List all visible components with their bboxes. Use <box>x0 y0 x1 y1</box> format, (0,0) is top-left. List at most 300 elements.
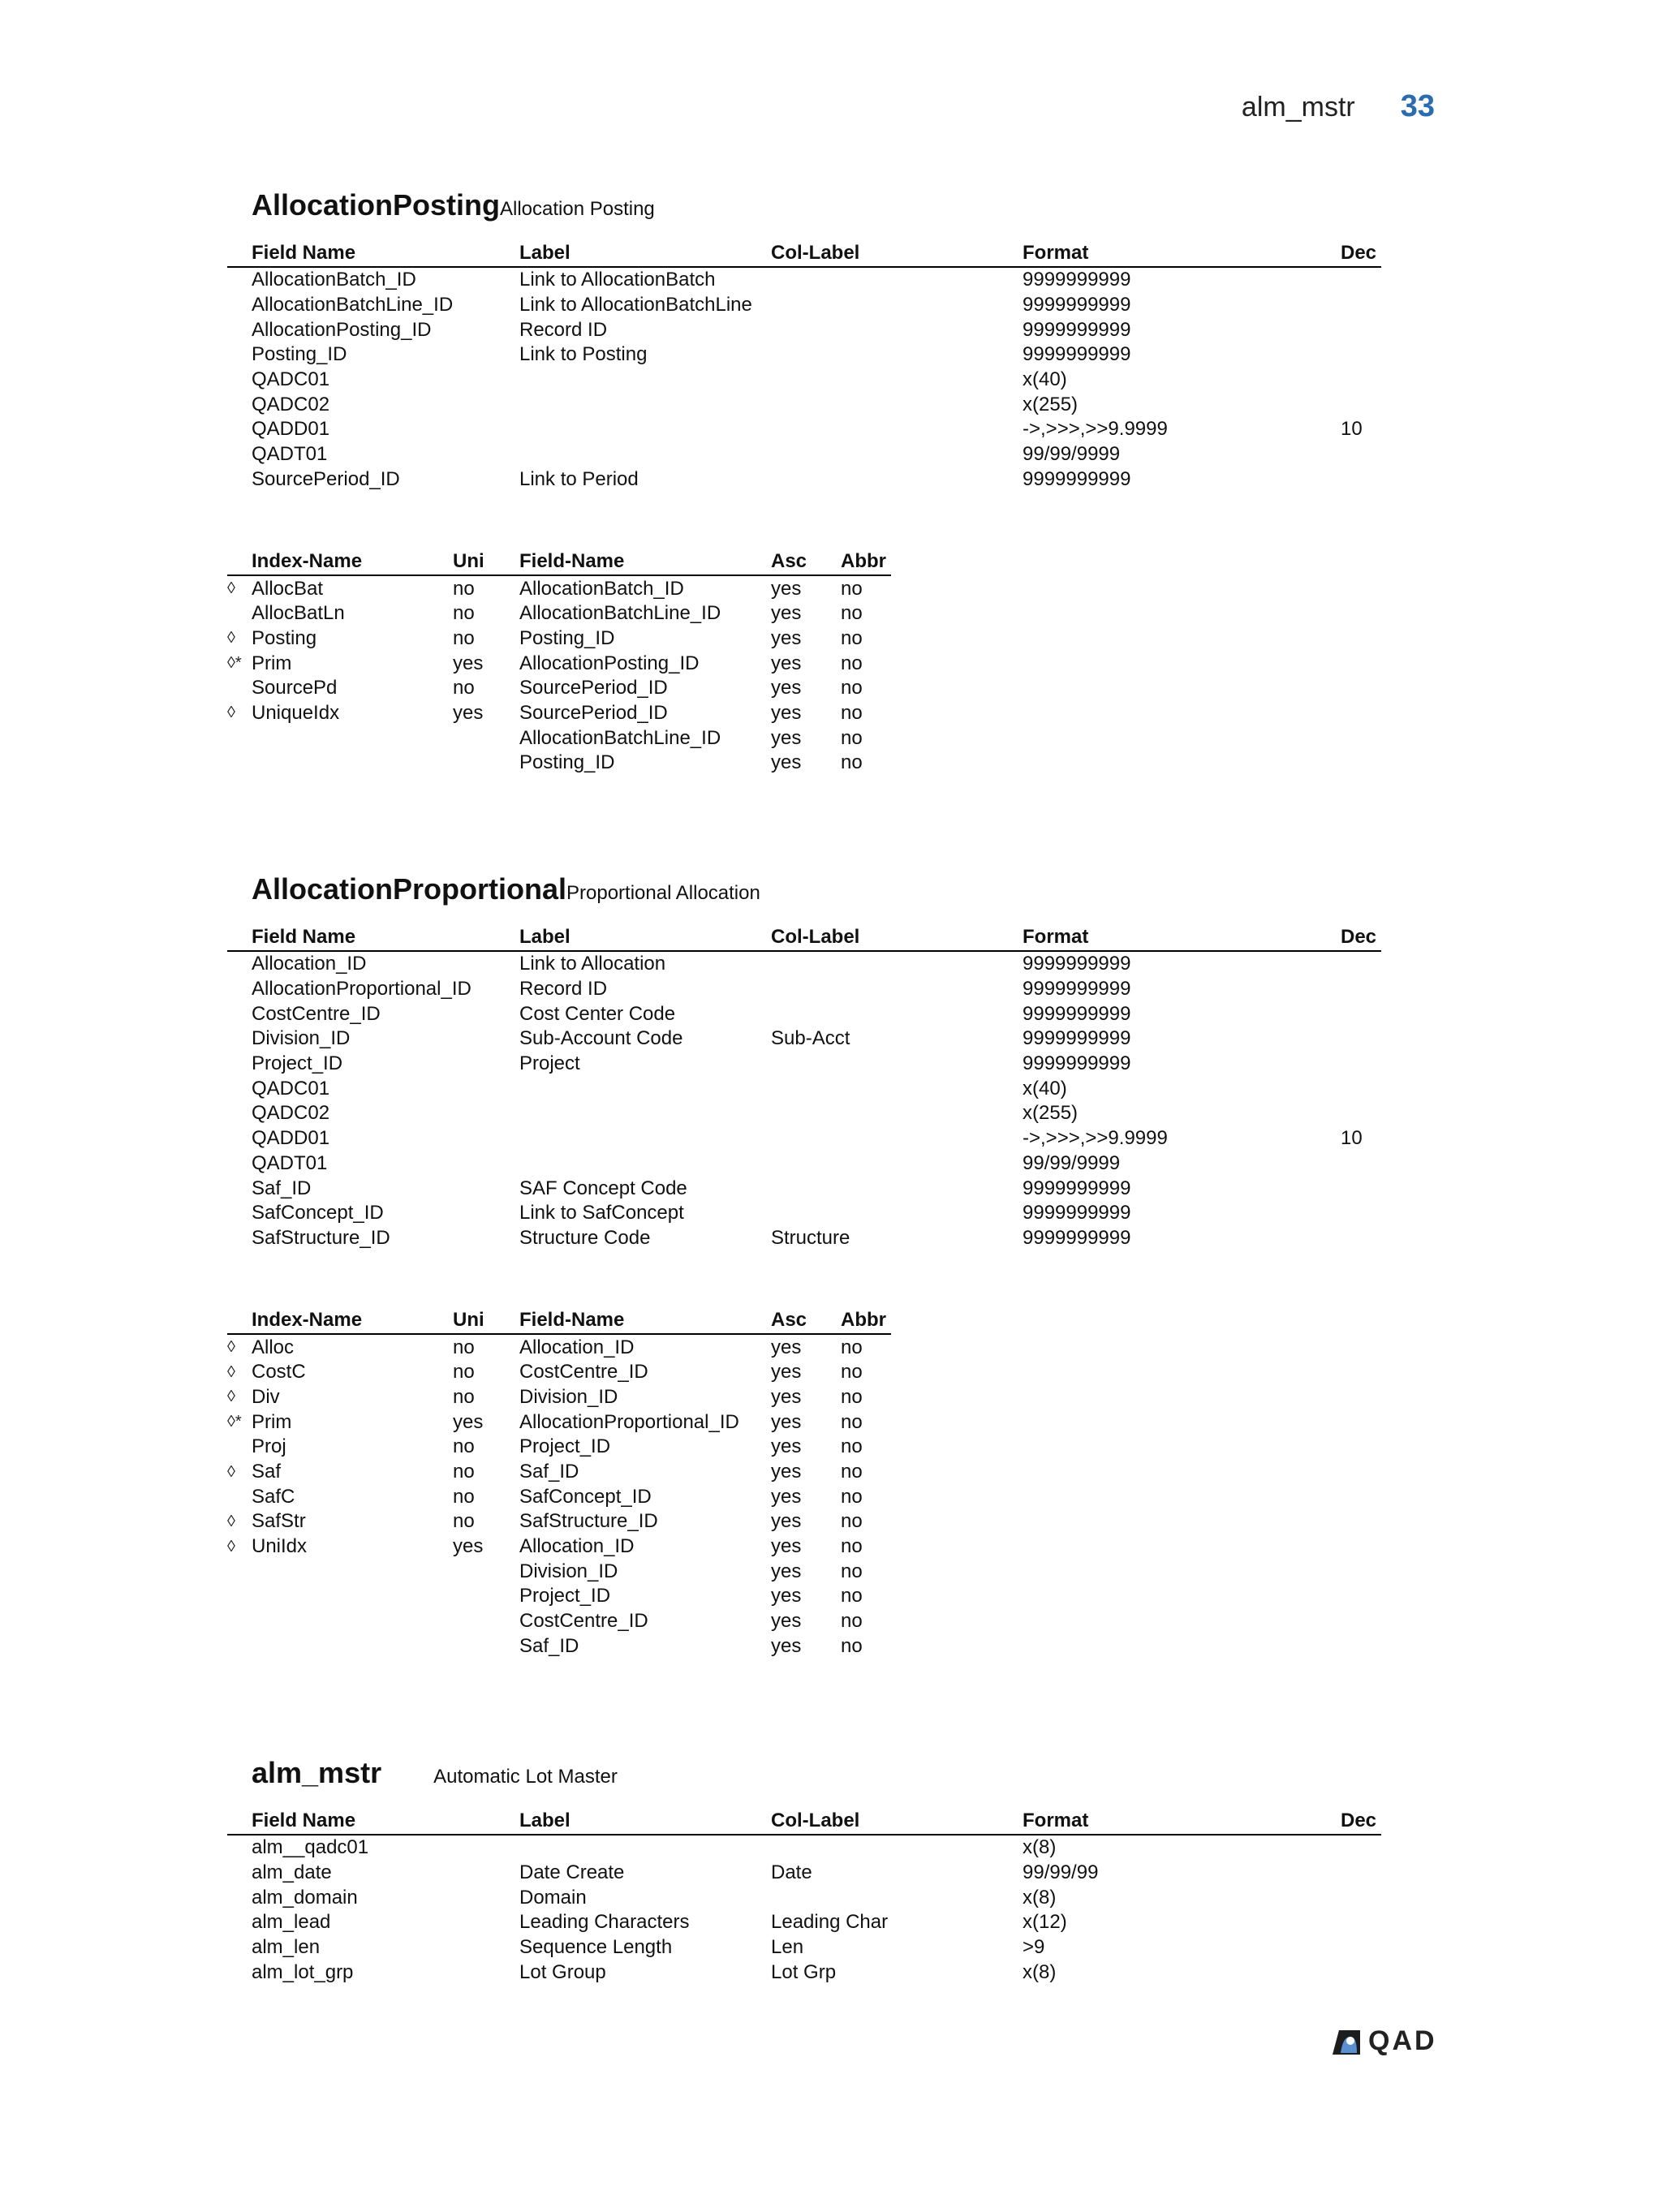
index-name <box>252 1584 453 1609</box>
index-marker: ◊ <box>227 704 235 722</box>
row-marker <box>227 1935 252 1960</box>
field-name: QADC02 <box>252 393 330 415</box>
field-row <box>227 342 1381 368</box>
index-asc: yes <box>771 1510 802 1533</box>
field-label <box>519 1835 771 1861</box>
table-section-allocationproportional <box>227 872 1381 1659</box>
field-label <box>519 442 771 467</box>
index-unique: yes <box>453 652 484 674</box>
field-col-label <box>771 267 1023 293</box>
index-row <box>227 1584 891 1609</box>
field-col-label <box>771 1101 1023 1126</box>
index-abbr: no <box>841 1560 863 1582</box>
index-asc: yes <box>771 1361 802 1384</box>
index-field-name: Saf_ID <box>519 1634 579 1657</box>
field-format: x(8) <box>1023 1960 1057 1983</box>
row-marker <box>227 1151 252 1177</box>
field-row <box>227 267 1381 293</box>
field-col-label <box>771 442 1023 467</box>
index-asc: yes <box>771 602 802 625</box>
index-marker <box>227 1634 252 1659</box>
field-label: Domain <box>519 1886 587 1909</box>
index-asc: yes <box>771 726 802 749</box>
field-col-label <box>771 293 1023 318</box>
column-header: Dec <box>1341 924 1381 951</box>
table-description: Proportional Allocation <box>566 882 760 904</box>
field-name: QADD01 <box>252 418 330 441</box>
index-unique: no <box>453 1510 475 1533</box>
field-dec <box>1341 392 1381 417</box>
field-row <box>227 1960 1381 1985</box>
row-marker <box>227 1076 252 1101</box>
index-row <box>227 1460 891 1485</box>
index-marker <box>227 601 252 626</box>
field-format: 9999999999 <box>1023 978 1131 1001</box>
index-field-name: Allocation_ID <box>519 1336 635 1358</box>
index-abbr: no <box>841 1535 863 1558</box>
field-row <box>227 977 1381 1002</box>
row-marker <box>227 1176 252 1201</box>
index-name <box>252 725 453 751</box>
field-format: 9999999999 <box>1023 1027 1131 1050</box>
field-label: Cost Center Code <box>519 1002 676 1025</box>
index-unique <box>453 751 519 776</box>
index-row <box>227 1484 891 1509</box>
field-row <box>227 1176 1381 1201</box>
index-asc: yes <box>771 1410 802 1433</box>
row-marker <box>227 1835 252 1861</box>
column-header: Label <box>519 924 771 951</box>
index-row <box>227 601 891 626</box>
column-header: Field-Name <box>519 1307 771 1334</box>
table-description: Automatic Lot Master <box>433 1766 618 1788</box>
field-row <box>227 1835 1381 1861</box>
index-unique: no <box>453 1336 475 1358</box>
field-row <box>227 1076 1381 1101</box>
index-field-name: Division_ID <box>519 1560 618 1582</box>
index-field-name: Project_ID <box>519 1435 611 1458</box>
index-abbr: no <box>841 677 863 699</box>
field-format: 9999999999 <box>1023 1177 1131 1199</box>
field-format: x(12) <box>1023 1911 1067 1934</box>
field-dec <box>1341 1861 1381 1886</box>
page-header <box>1242 89 1435 124</box>
index-row <box>227 1559 891 1584</box>
field-col-label: Structure <box>771 1226 850 1249</box>
field-name: SafStructure_ID <box>252 1226 390 1249</box>
field-label: Link to Posting <box>519 343 648 366</box>
field-name: alm_lot_grp <box>252 1960 354 1983</box>
index-row <box>227 1609 891 1634</box>
page-number: 33 <box>1400 89 1435 123</box>
index-abbr: no <box>841 1361 863 1384</box>
field-format: 9999999999 <box>1023 343 1131 366</box>
logo-text: QAD <box>1368 2025 1437 2056</box>
field-col-label <box>771 317 1023 342</box>
row-marker <box>227 1910 252 1935</box>
index-field-name: SafStructure_ID <box>519 1510 658 1533</box>
marker-header <box>227 1808 252 1835</box>
field-row <box>227 1885 1381 1910</box>
index-field-name: Division_ID <box>519 1385 618 1408</box>
column-header: Asc <box>771 549 841 575</box>
index-field-name: AllocationBatchLine_ID <box>519 726 721 749</box>
field-label <box>519 368 771 393</box>
index-unique: yes <box>453 1410 484 1433</box>
index-asc: yes <box>771 1435 802 1458</box>
row-marker <box>227 1026 252 1052</box>
row-marker <box>227 392 252 417</box>
row-marker <box>227 1126 252 1151</box>
field-label: Leading Characters <box>519 1911 690 1934</box>
field-name: Posting_ID <box>252 343 347 366</box>
row-marker <box>227 342 252 368</box>
field-label <box>519 1151 771 1177</box>
index-name: Prim <box>252 1410 292 1433</box>
field-format: 99/99/99 <box>1023 1861 1099 1884</box>
index-row <box>227 1385 891 1410</box>
field-label: Project <box>519 1052 580 1075</box>
index-row <box>227 626 891 652</box>
index-abbr: no <box>841 751 863 774</box>
marker-header <box>227 1307 252 1334</box>
row-marker <box>227 417 252 442</box>
index-header-row <box>227 549 891 575</box>
index-name: Proj <box>252 1435 286 1458</box>
field-name: SourcePeriod_ID <box>252 467 400 490</box>
field-name: alm_date <box>252 1861 332 1884</box>
column-header: Field Name <box>252 1808 519 1835</box>
field-col-label <box>771 467 1023 493</box>
index-field-name: CostCentre_ID <box>519 1361 648 1384</box>
index-row <box>227 1435 891 1460</box>
field-dec <box>1341 951 1381 977</box>
index-marker <box>227 725 252 751</box>
field-format: ->,>>>,>>9.9999 <box>1023 1127 1168 1150</box>
field-col-label <box>771 1126 1023 1151</box>
table-name: AllocationPosting <box>252 188 500 222</box>
index-asc: yes <box>771 1336 802 1358</box>
table-name: alm_mstr <box>252 1756 382 1789</box>
field-row <box>227 1151 1381 1177</box>
field-label: Link to AllocationBatch <box>519 269 716 291</box>
field-name: Project_ID <box>252 1052 343 1075</box>
marker-header <box>227 240 252 267</box>
field-row <box>227 1861 1381 1886</box>
field-name: AllocationBatch_ID <box>252 269 416 291</box>
index-asc: yes <box>771 701 802 724</box>
index-asc: yes <box>771 577 802 600</box>
index-row <box>227 1360 891 1385</box>
field-row <box>227 1910 1381 1935</box>
field-format: x(40) <box>1023 368 1067 391</box>
table-section-allocationposting <box>227 188 1381 776</box>
column-header: Format <box>1023 1808 1341 1835</box>
index-abbr: no <box>841 602 863 625</box>
index-abbr: no <box>841 1485 863 1508</box>
row-marker <box>227 467 252 493</box>
index-abbr: no <box>841 1610 863 1633</box>
field-format: >9 <box>1023 1936 1045 1959</box>
index-asc: yes <box>771 1385 802 1408</box>
row-marker <box>227 951 252 977</box>
field-format: 9999999999 <box>1023 953 1131 975</box>
index-unique: no <box>453 1361 475 1384</box>
field-name: QADT01 <box>252 1151 328 1174</box>
index-unique <box>453 1634 519 1659</box>
field-col-label <box>771 1885 1023 1910</box>
column-header: Uni <box>453 1307 519 1334</box>
index-unique: no <box>453 626 475 649</box>
field-format: 9999999999 <box>1023 1002 1131 1025</box>
field-format: 99/99/9999 <box>1023 1151 1121 1174</box>
index-marker <box>227 1584 252 1609</box>
column-header: Col-Label <box>771 1808 1023 1835</box>
field-dec <box>1341 1101 1381 1126</box>
index-marker: ◊ <box>227 1362 235 1381</box>
field-format: 9999999999 <box>1023 318 1131 341</box>
field-format: 9999999999 <box>1023 1052 1131 1075</box>
qad-logo <box>1331 2025 1437 2057</box>
field-row <box>227 1935 1381 1960</box>
index-abbr: no <box>841 701 863 724</box>
field-row <box>227 368 1381 393</box>
field-label: Link to AllocationBatchLine <box>519 294 752 316</box>
index-marker: ◊ <box>227 579 235 598</box>
field-dec <box>1341 368 1381 393</box>
index-row <box>227 1334 891 1360</box>
index-table <box>227 549 891 776</box>
index-marker: ◊ <box>227 1462 235 1481</box>
field-label: Structure Code <box>519 1226 651 1249</box>
field-format: x(255) <box>1023 393 1079 415</box>
field-dec <box>1341 1835 1381 1861</box>
field-table <box>227 240 1381 492</box>
field-col-label <box>771 1076 1023 1101</box>
field-dec <box>1341 1052 1381 1077</box>
index-name: Saf <box>252 1461 282 1483</box>
field-format: 9999999999 <box>1023 294 1131 316</box>
index-name: Prim <box>252 652 292 674</box>
index-abbr: no <box>841 1410 863 1433</box>
index-unique: no <box>453 1485 475 1508</box>
index-field-name: Posting_ID <box>519 626 615 649</box>
index-asc: yes <box>771 751 802 774</box>
column-header: Label <box>519 240 771 267</box>
field-label <box>519 417 771 442</box>
field-name: Saf_ID <box>252 1177 312 1199</box>
index-field-name: Project_ID <box>519 1585 611 1607</box>
field-row <box>227 417 1381 442</box>
field-row <box>227 1226 1381 1251</box>
index-unique: yes <box>453 1535 484 1558</box>
index-name: Posting <box>252 626 317 649</box>
row-marker <box>227 267 252 293</box>
field-name: alm_lead <box>252 1911 331 1934</box>
field-label: Date Create <box>519 1861 625 1884</box>
field-name: AllocationProportional_ID <box>252 978 471 1001</box>
field-dec <box>1341 293 1381 318</box>
column-header: Format <box>1023 924 1341 951</box>
index-asc: yes <box>771 1610 802 1633</box>
field-format: x(255) <box>1023 1102 1079 1125</box>
field-name: alm_len <box>252 1936 321 1959</box>
field-label: Record ID <box>519 978 608 1001</box>
field-col-label <box>771 392 1023 417</box>
field-label: Sequence Length <box>519 1936 673 1959</box>
field-label <box>519 1101 771 1126</box>
index-field-name: Posting_ID <box>519 751 615 774</box>
index-row <box>227 575 891 601</box>
index-marker <box>227 1435 252 1460</box>
field-dec <box>1341 977 1381 1002</box>
index-name <box>252 751 453 776</box>
index-abbr: no <box>841 726 863 749</box>
field-name: QADD01 <box>252 1127 330 1150</box>
table-description: Allocation Posting <box>500 198 655 220</box>
index-unique <box>453 1609 519 1634</box>
field-dec <box>1341 1910 1381 1935</box>
column-header: Label <box>519 1808 771 1835</box>
field-dec <box>1341 467 1381 493</box>
field-col-label: Leading Char <box>771 1911 889 1934</box>
field-col-label <box>771 1176 1023 1201</box>
field-dec <box>1341 1226 1381 1251</box>
field-name: QADC01 <box>252 368 330 391</box>
field-label: Lot Group <box>519 1960 606 1983</box>
index-row <box>227 701 891 726</box>
row-marker <box>227 977 252 1002</box>
row-marker <box>227 1960 252 1985</box>
index-table <box>227 1307 891 1659</box>
field-dec <box>1341 1935 1381 1960</box>
index-field-name: AllocationBatch_ID <box>519 577 684 600</box>
index-abbr: no <box>841 1510 863 1533</box>
field-dec <box>1341 267 1381 293</box>
field-header-row <box>227 240 1381 267</box>
field-row <box>227 1052 1381 1077</box>
field-name: CostCentre_ID <box>252 1002 381 1025</box>
field-label <box>519 392 771 417</box>
index-marker: ◊ <box>227 1338 235 1357</box>
index-row <box>227 1409 891 1435</box>
row-marker <box>227 293 252 318</box>
field-name: alm__qadc01 <box>252 1836 369 1859</box>
column-header: Field-Name <box>519 549 771 575</box>
index-name: SafC <box>252 1485 295 1508</box>
row-marker <box>227 1001 252 1026</box>
index-header-row <box>227 1307 891 1334</box>
index-unique: no <box>453 1461 475 1483</box>
field-col-label <box>771 1001 1023 1026</box>
field-format: x(8) <box>1023 1886 1057 1909</box>
row-marker <box>227 368 252 393</box>
column-header: Index-Name <box>252 1307 453 1334</box>
field-col-label <box>771 977 1023 1002</box>
index-marker <box>227 1559 252 1584</box>
field-dec <box>1341 442 1381 467</box>
field-format: 9999999999 <box>1023 1226 1131 1249</box>
field-row <box>227 1001 1381 1026</box>
index-unique: no <box>453 577 475 600</box>
index-row <box>227 676 891 701</box>
index-row <box>227 1509 891 1534</box>
index-row <box>227 725 891 751</box>
field-col-label: Sub-Acct <box>771 1027 850 1050</box>
field-row <box>227 293 1381 318</box>
index-field-name: SafConcept_ID <box>519 1485 652 1508</box>
field-row <box>227 1026 1381 1052</box>
field-col-label <box>771 1835 1023 1861</box>
field-col-label <box>771 342 1023 368</box>
field-label: Link to Period <box>519 467 639 490</box>
field-col-label <box>771 1201 1023 1226</box>
row-marker <box>227 1101 252 1126</box>
field-col-label <box>771 368 1023 393</box>
index-unique: no <box>453 1385 475 1408</box>
index-abbr: no <box>841 1435 863 1458</box>
section-title <box>252 188 1381 222</box>
index-asc: yes <box>771 1461 802 1483</box>
column-header: Field Name <box>252 924 519 951</box>
index-marker: ◊ <box>227 629 235 648</box>
marker-header <box>227 924 252 951</box>
field-name: SafConcept_ID <box>252 1202 384 1224</box>
index-name: UniIdx <box>252 1535 308 1558</box>
field-row <box>227 467 1381 493</box>
field-name: QADT01 <box>252 443 328 466</box>
index-abbr: no <box>841 1336 863 1358</box>
index-field-name: CostCentre_ID <box>519 1610 648 1633</box>
row-marker <box>227 1052 252 1077</box>
index-abbr: no <box>841 626 863 649</box>
index-asc: yes <box>771 1560 802 1582</box>
index-abbr: no <box>841 1585 863 1607</box>
index-row <box>227 651 891 676</box>
column-header: Col-Label <box>771 240 1023 267</box>
index-field-name: Allocation_ID <box>519 1535 635 1558</box>
field-name: alm_domain <box>252 1886 358 1909</box>
field-format: 9999999999 <box>1023 467 1131 490</box>
index-field-name: AllocationPosting_ID <box>519 652 700 674</box>
field-label: SAF Concept Code <box>519 1177 687 1199</box>
index-unique <box>453 725 519 751</box>
field-col-label <box>771 951 1023 977</box>
index-marker: ◊ <box>227 1388 235 1406</box>
column-header: Index-Name <box>252 549 453 575</box>
field-col-label <box>771 1052 1023 1077</box>
index-marker <box>227 1484 252 1509</box>
field-dec <box>1341 1001 1381 1026</box>
column-header: Col-Label <box>771 924 1023 951</box>
index-name: AllocBat <box>252 577 324 600</box>
row-marker <box>227 1201 252 1226</box>
field-label <box>519 1126 771 1151</box>
index-marker: ◊ <box>227 1537 235 1556</box>
index-marker <box>227 676 252 701</box>
field-col-label <box>771 417 1023 442</box>
index-name: SafStr <box>252 1510 306 1533</box>
field-label: Sub-Account Code <box>519 1027 683 1050</box>
index-asc: yes <box>771 1485 802 1508</box>
field-dec <box>1341 1960 1381 1985</box>
row-marker <box>227 1885 252 1910</box>
index-marker: ◊ <box>227 1512 235 1530</box>
index-name <box>252 1559 453 1584</box>
field-format: x(8) <box>1023 1836 1057 1859</box>
field-header-row <box>227 1808 1381 1835</box>
field-row <box>227 317 1381 342</box>
